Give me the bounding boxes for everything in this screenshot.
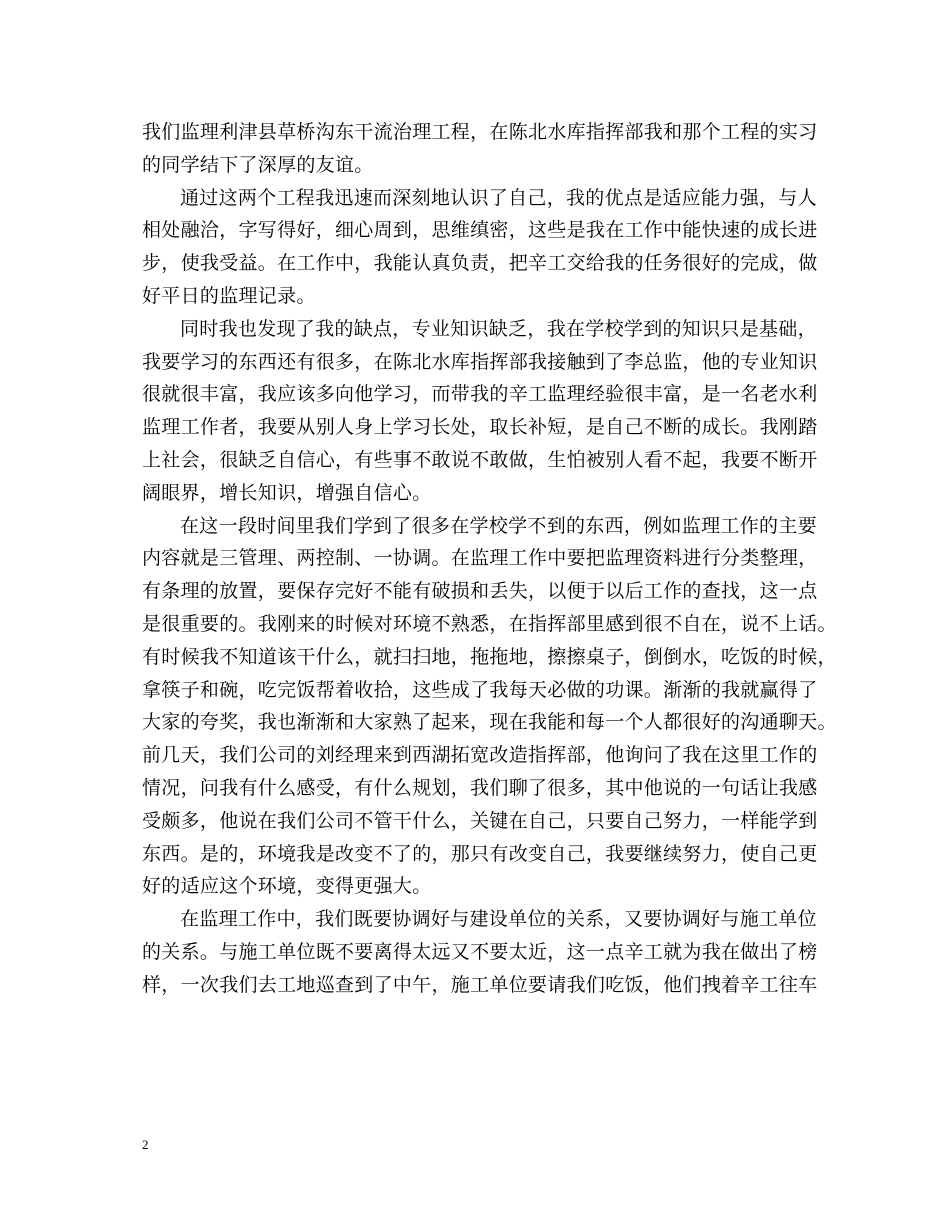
text-line: 好的适应这个环境，变得更强大。 [142, 875, 432, 898]
paragraph-1 [142, 116, 818, 182]
text-line: 监理工作者，我要从别人身上学习长处，取长补短，是自己不断的成长。我刚踏 [142, 416, 818, 439]
text-line: 的关系。与施工单位既不要离得太远又不要太近，这一点辛工就为我在做出了榜 [142, 940, 818, 963]
text-line: 步，使我受益。在工作中，我能认真负责，把辛工交给我的任务很好的完成，做 [142, 252, 818, 275]
text-line: 阔眼界，增长知识，增强自信心。 [142, 481, 432, 504]
text-line: 同时我也发现了我的缺点，专业知识缺乏，我在学校学到的知识只是基础， [180, 317, 817, 340]
text-line: 很就很丰富，我应该多向他学习，而带我的辛工监理经验很丰富，是一名老水利 [142, 383, 818, 406]
text-line: 拿筷子和碗，吃完饭帮着收拾，这些成了我每天必做的功课。渐渐的我就赢得了 [142, 678, 818, 701]
text-line: 在这一段时间里我们学到了很多在学校学不到的东西，例如监理工作的主要 [180, 514, 817, 537]
text-line: 通过这两个工程我迅速而深刻地认识了自己，我的优点是适应能力强，与人 [180, 186, 817, 209]
page-number: 2 [142, 1137, 149, 1152]
paragraph-2 [142, 182, 818, 313]
text-line: 有条理的放置，要保存完好不能有破损和丢失，以便于以后工作的查找，这一点 [142, 580, 818, 603]
text-line: 上社会，很缺乏自信心，有些事不敢说不敢做，生怕被别人看不起，我要不断开 [142, 448, 818, 471]
text-line: 在监理工作中，我们既要协调好与建设单位的关系，又要协调好与施工单位 [180, 908, 817, 931]
paragraph-4 [142, 510, 837, 904]
text-line: 好平日的监理记录。 [142, 284, 316, 307]
text-line: 相处融洽，字写得好，细心周到，思维缜密，这些是我在工作中能快速的成长进 [142, 219, 818, 242]
document-body [142, 116, 837, 1002]
text-line: 我们监理利津县草桥沟东干流治理工程，在陈北水库指挥部我和那个工程的实习 [142, 121, 818, 143]
text-line: 有时候我不知道该干什么，就扫扫地，拖拖地，擦擦桌子，倒倒水，吃饭的时候， [142, 645, 837, 668]
text-line: 受颇多，他说在我们公司不管干什么，关键在自己，只要自己努力，一样能学到 [142, 809, 818, 832]
text-line: 样，一次我们去工地巡查到了中午，施工单位要请我们吃饭，他们拽着辛工往车 [142, 973, 818, 996]
text-line: 我要学习的东西还有很多，在陈北水库指挥部我接触到了李总监，他的专业知识 [142, 350, 818, 373]
text-line: 的同学结下了深厚的友谊。 [142, 153, 374, 176]
text-line: 大家的夸奖，我也渐渐和大家熟了起来，现在我能和每一个人都很好的沟通聊天。 [142, 711, 837, 734]
text-line: 是很重要的。我刚来的时候对环境不熟悉，在指挥部里感到很不自在，说不上话。 [142, 612, 837, 635]
text-line: 东西。是的，环境我是改变不了的，那只有改变自己，我要继续努力，使自己更 [142, 842, 818, 865]
text-line: 内容就是三管理、两控制、一协调。在监理工作中要把监理资料进行分类整理， [142, 547, 818, 570]
text-line: 前几天，我们公司的刘经理来到西湖拓宽改造指挥部，他询问了我在这里工作的 [142, 744, 818, 767]
paragraph-3 [142, 313, 818, 510]
paragraph-5 [142, 903, 818, 1001]
text-line: 情况，问我有什么感受，有什么规划，我们聊了很多，其中他说的一句话让我感 [142, 776, 818, 799]
